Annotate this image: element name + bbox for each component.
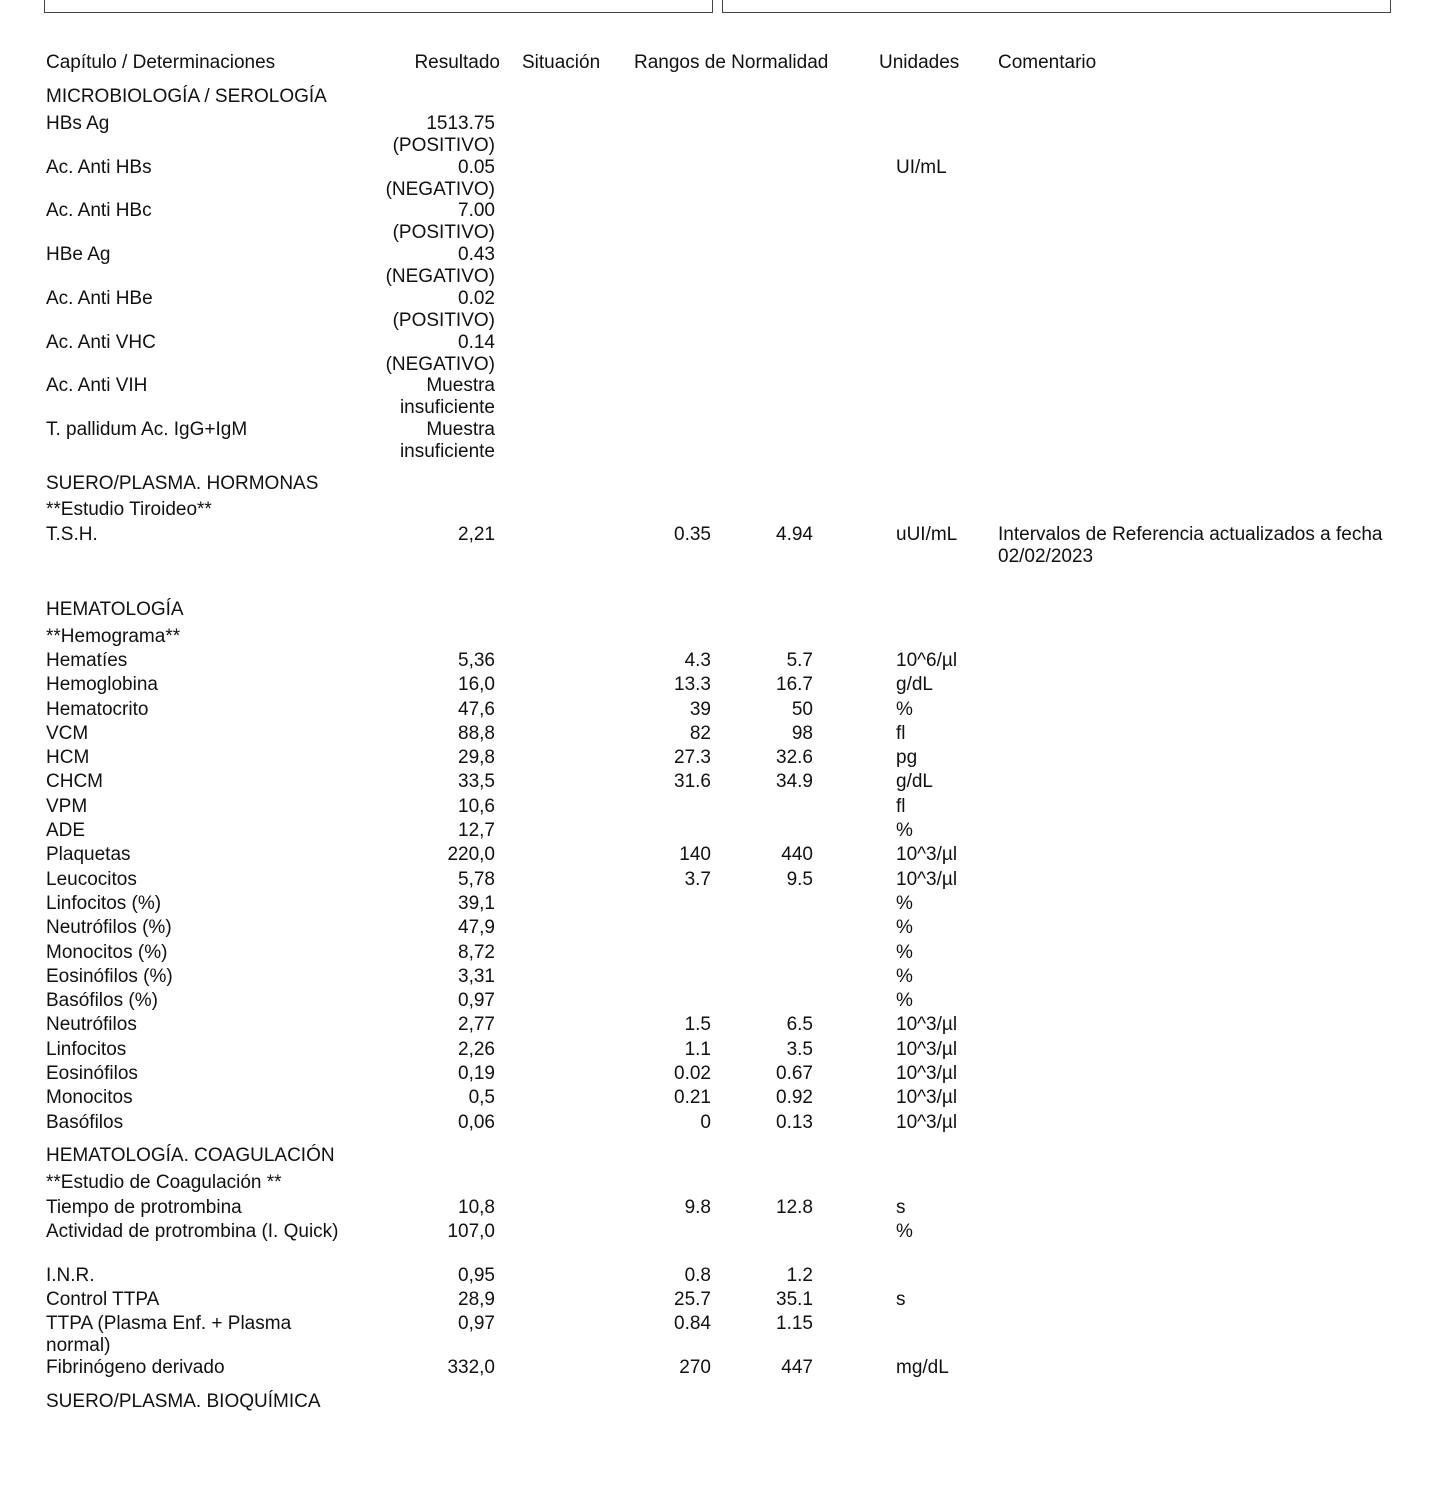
range-low: 1.5: [684, 1014, 711, 1035]
test-result: 0.05: [458, 157, 495, 178]
test-result: 47,6: [458, 699, 495, 720]
test-result: 3,31: [458, 966, 495, 987]
info-box-right: [722, 0, 1391, 13]
test-comment-cont: 02/02/2023: [998, 546, 1094, 567]
test-units: %: [896, 699, 913, 720]
test-units: UI/mL: [896, 157, 947, 178]
chapter-heading: HEMATOLOGÍA: [46, 599, 184, 620]
range-low: 0.84: [674, 1313, 711, 1334]
test-units: %: [896, 820, 913, 841]
test-name: Eosinófilos (%): [46, 966, 173, 987]
test-result-cont: (POSITIVO): [392, 310, 495, 331]
range-high: 0.67: [776, 1063, 813, 1084]
test-result: 7.00: [458, 200, 495, 221]
test-result: 0.14: [458, 332, 495, 353]
test-result: 29,8: [458, 747, 495, 768]
header-result: Resultado: [414, 52, 500, 73]
test-result: 1513.75: [426, 113, 495, 134]
test-result: 0.02: [458, 288, 495, 309]
test-name: Control TTPA: [46, 1289, 160, 1310]
test-name: T.S.H.: [46, 524, 98, 545]
header-comment: Comentario: [998, 52, 1097, 73]
test-name: TTPA (Plasma Enf. + Plasma: [46, 1313, 292, 1334]
range-high: 32.6: [776, 747, 813, 768]
header-name: Capítulo / Determinaciones: [46, 52, 276, 73]
range-low: 13.3: [674, 674, 711, 695]
range-low: 270: [679, 1357, 711, 1378]
test-result: 220,0: [447, 844, 495, 865]
test-units: %: [896, 893, 913, 914]
test-result: 0,06: [458, 1112, 495, 1133]
test-result: 10,6: [458, 796, 495, 817]
test-units: fl: [896, 796, 906, 817]
test-result: 8,72: [458, 942, 495, 963]
range-high: 447: [781, 1357, 813, 1378]
test-name: Linfocitos (%): [46, 893, 162, 914]
group-heading: **Estudio de Coagulación **: [46, 1172, 282, 1193]
test-result: 0,95: [458, 1265, 495, 1286]
test-units: %: [896, 990, 913, 1011]
range-high: 50: [791, 699, 813, 720]
range-high: 98: [791, 723, 813, 744]
test-name: Linfocitos: [46, 1039, 127, 1060]
test-units: %: [896, 917, 913, 938]
test-name: VPM: [46, 796, 88, 817]
test-name: Leucocitos: [46, 869, 137, 890]
test-name: Ac. Anti VHC: [46, 332, 156, 353]
group-heading: **Hemograma**: [46, 626, 181, 647]
test-units: %: [896, 966, 913, 987]
test-name: Neutrófilos (%): [46, 917, 172, 938]
test-result-cont: (NEGATIVO): [385, 354, 495, 375]
test-units: uUI/mL: [896, 524, 958, 545]
range-high: 1.2: [786, 1265, 813, 1286]
test-result: 33,5: [458, 771, 495, 792]
test-result-cont: (NEGATIVO): [385, 179, 495, 200]
group-heading: **Estudio Tiroideo**: [46, 499, 212, 520]
test-result-cont: insuficiente: [399, 397, 495, 418]
test-name: T. pallidum Ac. IgG+IgM: [46, 419, 248, 440]
test-result: 332,0: [447, 1357, 495, 1378]
test-result: 0.43: [458, 244, 495, 265]
test-name: Tiempo de protrombina: [46, 1197, 242, 1218]
range-high: 5.7: [786, 650, 813, 671]
test-name-cont: normal): [46, 1335, 111, 1356]
test-units: 10^3/µl: [896, 869, 958, 890]
test-comment: Intervalos de Referencia actualizados a fecha: [998, 524, 1383, 545]
header-situation: Situación: [522, 52, 601, 73]
test-result: 88,8: [458, 723, 495, 744]
test-name: Actividad de protrombina (I. Quick): [46, 1221, 339, 1242]
test-result-cont: (POSITIVO): [392, 222, 495, 243]
range-low: 9.8: [684, 1197, 711, 1218]
test-result: 39,1: [458, 893, 495, 914]
test-name: CHCM: [46, 771, 103, 792]
test-name: Hemoglobina: [46, 674, 158, 695]
test-units: mg/dL: [896, 1357, 949, 1378]
test-result: 0,97: [458, 1313, 495, 1334]
test-units: pg: [896, 747, 918, 768]
test-name: ADE: [46, 820, 86, 841]
test-result: 0,5: [468, 1087, 495, 1108]
test-result-cont: (POSITIVO): [392, 135, 495, 156]
test-units: 10^3/µl: [896, 844, 958, 865]
priority-box: [44, 0, 713, 13]
test-units: %: [896, 1221, 913, 1242]
test-name: Hematíes: [46, 650, 128, 671]
test-name: Ac. Anti HBs: [46, 157, 152, 178]
range-low: 0.21: [674, 1087, 711, 1108]
range-high: 6.5: [786, 1014, 813, 1035]
test-units: %: [896, 942, 913, 963]
test-name: Ac. Anti HBe: [46, 288, 153, 309]
range-low: 31.6: [674, 771, 711, 792]
test-name: Basófilos: [46, 1112, 124, 1133]
chapter-heading: MICROBIOLOGÍA / SEROLOGÍA: [46, 86, 327, 107]
range-low: 3.7: [684, 869, 711, 890]
test-name: Basófilos (%): [46, 990, 158, 1011]
test-units: 10^3/µl: [896, 1112, 958, 1133]
range-high: 16.7: [776, 674, 813, 695]
test-result-cont: insuficiente: [399, 441, 495, 462]
header-units: Unidades: [879, 52, 960, 73]
test-units: fl: [896, 723, 906, 744]
range-high: 3.5: [786, 1039, 813, 1060]
test-name: Monocitos (%): [46, 942, 168, 963]
range-high: 9.5: [786, 869, 813, 890]
range-low: 0.35: [674, 524, 711, 545]
chapter-heading: SUERO/PLASMA. BIOQUÍMICA: [46, 1391, 321, 1412]
test-result: 5,78: [458, 869, 495, 890]
test-result: 12,7: [458, 820, 495, 841]
test-name: Fibrinógeno derivado: [46, 1357, 225, 1378]
range-high: 35.1: [776, 1289, 813, 1310]
test-result: 10,8: [458, 1197, 495, 1218]
test-name: HBs Ag: [46, 113, 110, 134]
test-units: 10^3/µl: [896, 1087, 958, 1108]
range-high: 1.15: [776, 1313, 813, 1334]
range-high: 12.8: [776, 1197, 813, 1218]
chapter-heading: HEMATOLOGÍA. COAGULACIÓN: [46, 1145, 335, 1166]
test-result: 2,77: [458, 1014, 495, 1035]
range-high: 0.92: [776, 1087, 813, 1108]
test-units: 10^3/µl: [896, 1063, 958, 1084]
range-low: 82: [689, 723, 711, 744]
test-result: 0,19: [458, 1063, 495, 1084]
test-result: 107,0: [447, 1221, 495, 1242]
test-result-cont: (NEGATIVO): [385, 266, 495, 287]
test-name: HCM: [46, 747, 90, 768]
test-units: s: [896, 1197, 906, 1218]
chapter-heading: SUERO/PLASMA. HORMONAS: [46, 473, 319, 494]
test-units: 10^3/µl: [896, 1014, 958, 1035]
test-result: 47,9: [458, 917, 495, 938]
test-name: VCM: [46, 723, 89, 744]
test-result: 2,21: [458, 524, 495, 545]
test-units: g/dL: [896, 771, 933, 792]
test-units: 10^6/µl: [896, 650, 958, 671]
range-high: 4.94: [776, 524, 813, 545]
test-result: 5,36: [458, 650, 495, 671]
range-low: 140: [679, 844, 711, 865]
range-high: 0.13: [776, 1112, 813, 1133]
range-low: 1.1: [684, 1039, 711, 1060]
test-units: 10^3/µl: [896, 1039, 958, 1060]
test-name: Ac. Anti VIH: [46, 375, 148, 396]
range-high: 34.9: [776, 771, 813, 792]
test-result: Muestra: [426, 419, 495, 440]
test-name: Monocitos: [46, 1087, 133, 1108]
range-low: 0.02: [674, 1063, 711, 1084]
test-name: Plaquetas: [46, 844, 131, 865]
test-result: 2,26: [458, 1039, 495, 1060]
test-name: Neutrófilos: [46, 1014, 137, 1035]
test-units: g/dL: [896, 674, 933, 695]
test-result: Muestra: [426, 375, 495, 396]
test-name: Eosinófilos: [46, 1063, 138, 1084]
test-name: HBe Ag: [46, 244, 111, 265]
range-low: 0.8: [684, 1265, 711, 1286]
test-units: s: [896, 1289, 906, 1310]
range-low: 27.3: [674, 747, 711, 768]
test-name: Hematocrito: [46, 699, 149, 720]
range-low: 25.7: [674, 1289, 711, 1310]
header-ranges: Rangos de Normalidad: [634, 52, 829, 73]
test-name: Ac. Anti HBc: [46, 200, 152, 221]
test-result: 16,0: [458, 674, 495, 695]
range-low: 4.3: [684, 650, 711, 671]
test-result: 28,9: [458, 1289, 495, 1310]
range-high: 440: [781, 844, 813, 865]
test-result: 0,97: [458, 990, 495, 1011]
range-low: 39: [689, 699, 711, 720]
test-name: I.N.R.: [46, 1265, 95, 1286]
range-low: 0: [700, 1112, 711, 1133]
